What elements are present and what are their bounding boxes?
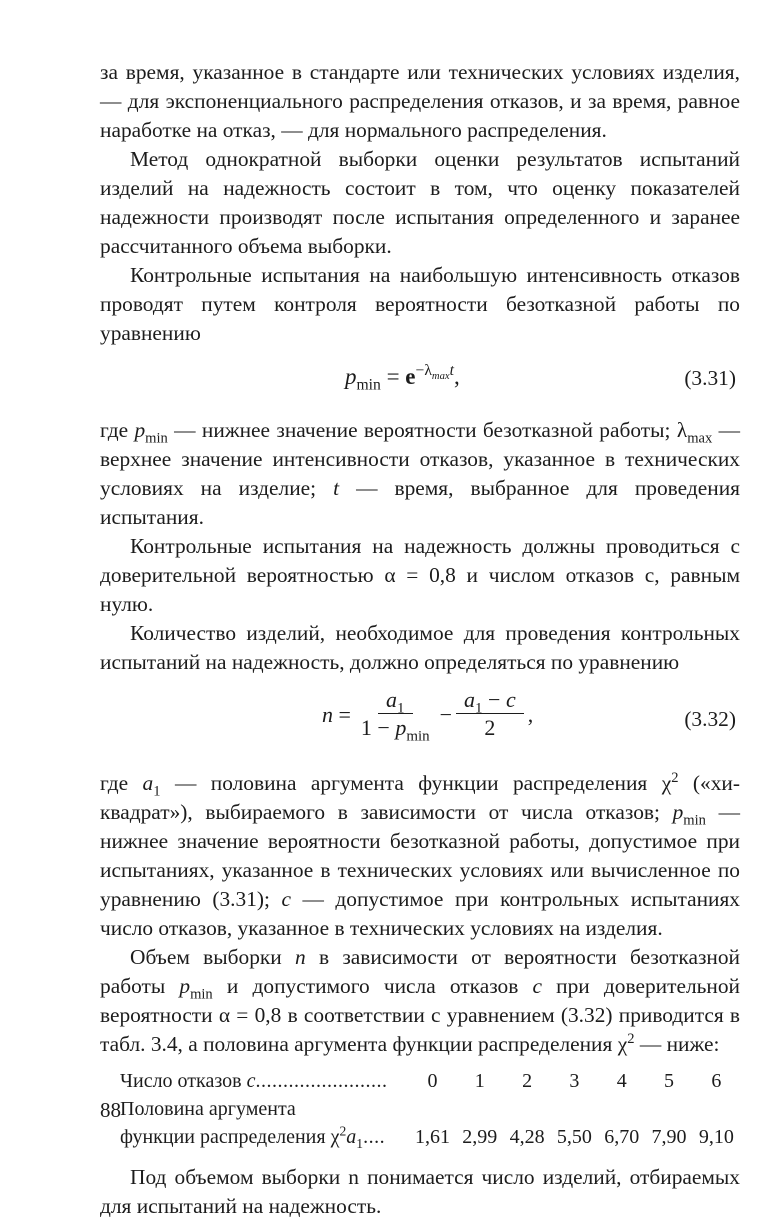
table-cell: 7,90 (651, 1126, 687, 1148)
table-cell: 2,99 (462, 1126, 498, 1148)
equation-3-32-body: n = $\frac{a_1}{1 - p_{min}}$ − $\frac{a_1 - c}{2}$ , (322, 687, 534, 745)
table-row (120, 1123, 740, 1151)
table-cell: 4,28 (509, 1126, 545, 1148)
page-number: 88 (100, 1098, 121, 1122)
equation-number: (3.31) (684, 366, 736, 390)
paragraph-2: Метод однократной выборки оценки результатов испытаний изделий на надежность состоит в том, что оценку показателей надежности производят после испытания определенного и заранее рассчитанного объема выборки. (100, 147, 740, 258)
paragraph-4: где $p_{min}$ — нижнее значение вероятности безотказной работы; $\lambda_{max}$ — верхнее значение интенсивности отказов, указанное в технических условиях на изделие; t — время, выбранное для проведения испытания. (100, 418, 741, 529)
fraction-1: $\frac{a_1}{1 - p_{min}}$ (360, 687, 430, 745)
paragraph-7: где $a_1$ — половина аргумента функции распределения $\chi^2$ («хи-квадрат»), выбираемого в зависимости от числа отказов; $p_{min}$ — нижнее значение вероятности безотказной работы, допустимое при испытаниях, указанное в технических условиях или вычисленное по уравнению (3.31); c — допустимое при контрольных испытаниях число отказов, указанное в технических условиях на изделия. (100, 769, 741, 940)
table-cell: 1,61 (414, 1126, 450, 1148)
paragraph-5: Контрольные испытания на надежность должны проводиться с доверительной вероятностью α = 0,8 и числом отказов c, равным нулю. (100, 534, 740, 616)
equation-3-32 (100, 683, 740, 759)
paragraph-3: Контрольные испытания на наибольшую интенсивность отказов проводят путем контроля вероятности безотказной работы по уравнению (100, 263, 740, 345)
table-cell: 6 (711, 1070, 722, 1092)
table-cell: 4 (616, 1070, 627, 1092)
table-cell: 3 (569, 1070, 580, 1092)
table-row (120, 1067, 740, 1095)
table-cell: 5 (664, 1070, 675, 1092)
equation-number: (3.32) (684, 707, 736, 731)
paragraph-9: Под объемом выборки n понимается число изделий, отбираемых для испытаний на надежность. (100, 1165, 740, 1218)
equation-3-31-body: $p_{min} = e^{-\lambda_{max}t}$, (345, 362, 460, 394)
row-label: функции распределения $\chi^2a_1$.... (120, 1123, 386, 1151)
row-label: Число отказов c........................ (120, 1070, 388, 1092)
page-body (100, 58, 740, 1221)
paragraph-1: за время, указанное в стандарте или технических условиях изделия, — для экспоненциального распределения отказов, и за время, равное наработке на отказ, — для нормального распределения. (100, 60, 740, 142)
table-row (120, 1095, 740, 1123)
table-cell: 0 (427, 1070, 438, 1092)
table-cell: 6,70 (604, 1126, 640, 1148)
table-cell: 2 (522, 1070, 533, 1092)
equation-3-31 (100, 352, 740, 410)
chi-square-table (120, 1067, 740, 1151)
fraction-2: $\frac{a_1 - c}{2}$ (456, 687, 524, 742)
table-cell: 1 (474, 1070, 485, 1092)
table-cell: 9,10 (698, 1126, 734, 1148)
paragraph-8: Объем выборки n в зависимости от вероятности безотказной работы $p_{min}$ и допустимого числа отказов c при доверительной вероятности α = 0,8 в соответствии с уравнением (3.32) приводится в табл. 3.4, а половина аргумента функции распределения $\chi^2$ — ниже: (100, 945, 741, 1056)
table-cell: 5,50 (556, 1126, 592, 1148)
paragraph-6: Количество изделий, необходимое для проведения контрольных испытаний на надежность, должно определяться по уравнению (100, 621, 740, 674)
row-label: Половина аргумента (120, 1098, 296, 1120)
